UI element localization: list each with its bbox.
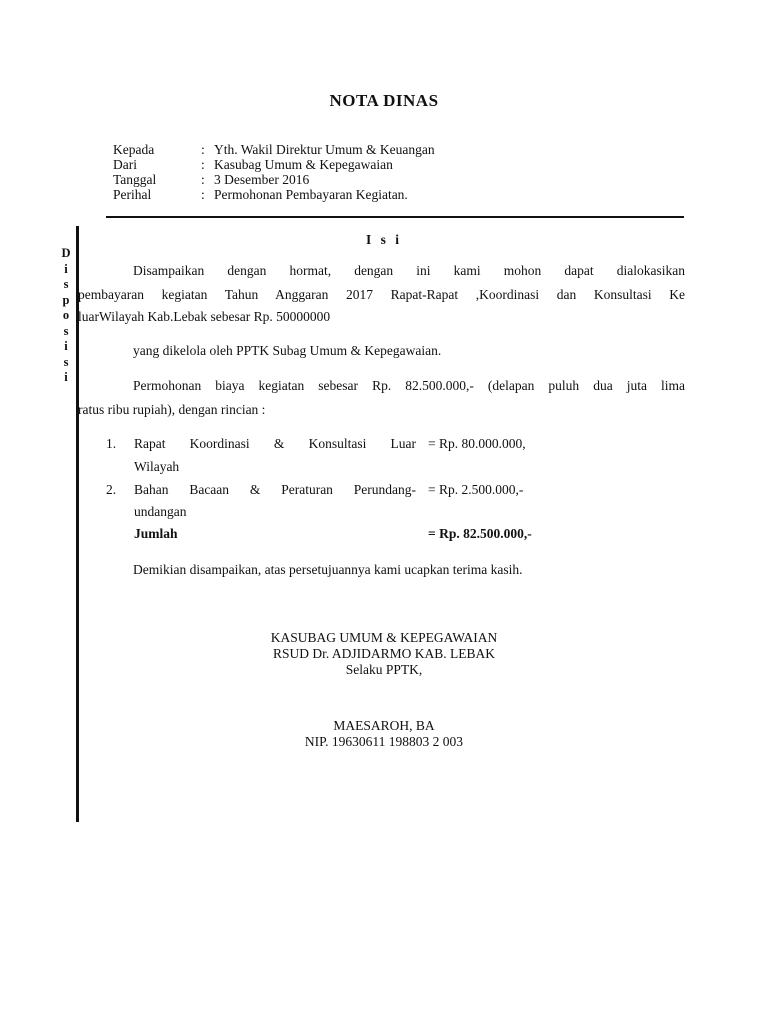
body-heading: I s i [365, 232, 402, 247]
paragraph-line: luarWilayah Kab.Lebak sebesar Rp. 50000000 [78, 309, 331, 324]
header-row-perihal [0, 187, 768, 203]
disposition-letter: s [63, 277, 69, 291]
header-value: Kasubag Umum & Kepegawaian [214, 157, 393, 172]
disposition-letter: p [62, 292, 70, 307]
header-row-dari [0, 157, 768, 173]
disposition-letter: s [63, 323, 69, 338]
header-colon: : [201, 142, 205, 157]
header-label: Tanggal [113, 172, 157, 187]
item-number: 2. [106, 482, 117, 497]
signatory-nip: NIP. 19630611 198803 2 003 [304, 734, 464, 749]
disposition-letter: i [64, 339, 68, 353]
item-description-cont: Wilayah [134, 459, 180, 474]
header-colon: : [201, 187, 205, 202]
disposition-letter: D [61, 246, 71, 260]
item-description: Rapat Koordinasi & Konsultasi Luar [134, 436, 416, 451]
signature-role: Selaku PPTK, [345, 662, 423, 677]
header-divider [106, 216, 684, 218]
disposition-letter: s [63, 354, 69, 369]
signature-office: KASUBAG UMUM & KEPEGAWAIAN [270, 630, 498, 645]
header-value: 3 Desember 2016 [214, 172, 310, 187]
paragraph-line: yang dikelola oleh PPTK Subag Umum & Kepegawaian. [133, 343, 442, 358]
header-colon: : [201, 157, 205, 172]
header-row-tanggal [0, 172, 768, 188]
header-row-kepada [0, 142, 768, 158]
signatory-name: MAESAROH, BA [333, 718, 435, 733]
paragraph-line: Disampaikan dengan hormat, dengan ini kami mohon dapat dialokasikan [133, 263, 685, 278]
document-title: NOTA DINAS [329, 91, 439, 110]
total-label: Jumlah [134, 526, 178, 541]
total-amount: = Rp. 82.500.000,- [428, 526, 532, 541]
paragraph-line: Permohonan biaya kegiatan sebesar Rp. 82.500.000,- (delapan puluh dua juta lima [133, 378, 685, 393]
header-label: Kepada [113, 142, 155, 157]
paragraph-line: ratus ribu rupiah), dengan rincian : [78, 402, 266, 417]
item-amount: = Rp. 2.500.000,- [428, 482, 524, 497]
disposition-letter: o [62, 308, 70, 322]
paragraph-line: pembayaran kegiatan Tahun Anggaran 2017 Rapat-Rapat ,Koordinasi dan Konsultasi Ke [78, 287, 685, 302]
header-colon: : [201, 172, 205, 187]
item-amount: = Rp. 80.000.000, [428, 436, 526, 451]
header-value: Permohonan Pembayaran Kegiatan. [214, 187, 408, 202]
header-value: Yth. Wakil Direktur Umum & Keuangan [214, 142, 435, 157]
item-description: Bahan Bacaan & Peraturan Perundang- [134, 482, 416, 497]
header-label: Dari [113, 157, 137, 172]
disposition-letter: i [64, 370, 68, 384]
disposition-label [60, 246, 72, 386]
signature-institution: RSUD Dr. ADJIDARMO KAB. LEBAK [272, 646, 496, 661]
item-description-cont: undangan [134, 504, 187, 519]
item-number: 1. [106, 436, 117, 451]
disposition-letter: i [64, 261, 68, 276]
header-label: Perihal [113, 187, 152, 202]
closing-text: Demikian disampaikan, atas persetujuannya kami ucapkan terima kasih. [133, 562, 523, 577]
